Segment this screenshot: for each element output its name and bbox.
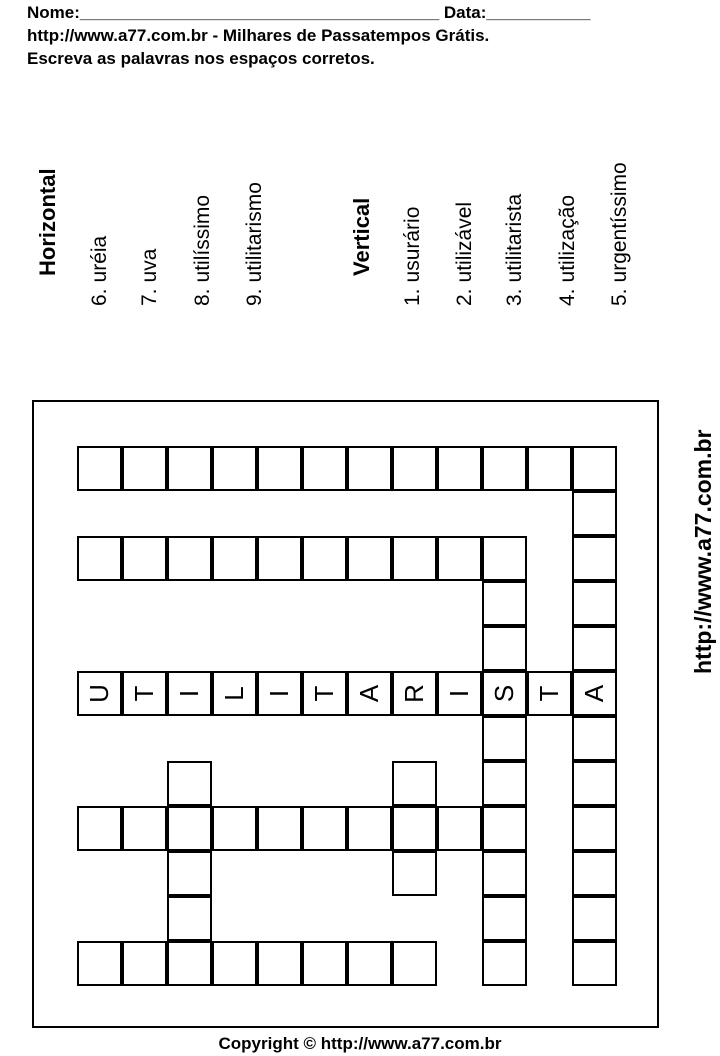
crossword-cell[interactable] <box>167 446 212 491</box>
crossword-cell[interactable] <box>572 626 617 671</box>
crossword-cell[interactable] <box>437 671 482 716</box>
clue-number: 9. <box>243 288 266 306</box>
cell-letter: T <box>309 685 339 702</box>
crossword-cell[interactable] <box>437 536 482 581</box>
crossword-cell[interactable] <box>302 536 347 581</box>
crossword-cell[interactable] <box>572 491 617 536</box>
cell-letter: T <box>129 685 159 702</box>
side-url: http://www.a77.com.br <box>690 429 716 674</box>
crossword-cell[interactable] <box>167 851 212 896</box>
crossword-cell[interactable] <box>572 536 617 581</box>
crossword-cell[interactable] <box>122 941 167 986</box>
crossword-cell[interactable] <box>482 941 527 986</box>
crossword-cell[interactable] <box>122 446 167 491</box>
crossword-cell[interactable] <box>302 671 347 716</box>
crossword-cell[interactable] <box>347 446 392 491</box>
crossword-cell[interactable] <box>77 941 122 986</box>
instruction-line: Escreva as palavras nos espaços corretos. <box>27 49 375 68</box>
clue-horizontal-6 <box>88 236 112 306</box>
cell-letter: I <box>264 689 294 698</box>
crossword-cell[interactable] <box>257 671 302 716</box>
crossword-cell[interactable] <box>482 761 527 806</box>
crossword-cell[interactable] <box>77 446 122 491</box>
name-date-line: Nome:______________________________________ Data:___________ <box>27 3 591 22</box>
cell-letter: L <box>219 686 249 701</box>
crossword-cell[interactable] <box>572 941 617 986</box>
crossword-cell[interactable] <box>572 716 617 761</box>
crossword-cell[interactable] <box>347 806 392 851</box>
crossword-cell[interactable] <box>212 536 257 581</box>
clue-number: 2. <box>453 288 476 306</box>
crossword-cell[interactable] <box>347 941 392 986</box>
crossword-cell[interactable] <box>167 896 212 941</box>
crossword-cell[interactable] <box>347 671 392 716</box>
crossword-cell[interactable] <box>77 536 122 581</box>
crossword-cell[interactable] <box>212 806 257 851</box>
crossword-cell[interactable] <box>482 536 527 581</box>
crossword-cell[interactable] <box>257 806 302 851</box>
clue-vertical-5 <box>608 162 632 306</box>
copyright-footer: Copyright © http://www.a77.com.br <box>218 1034 502 1053</box>
clue-word: uva <box>138 248 161 283</box>
crossword-cell[interactable] <box>167 806 212 851</box>
crossword-cell[interactable] <box>527 671 572 716</box>
crossword-cell[interactable] <box>167 536 212 581</box>
crossword-cell[interactable] <box>392 671 437 716</box>
crossword-cell[interactable] <box>77 806 122 851</box>
clue-word: usurário <box>401 206 424 283</box>
clue-word: uréia <box>88 235 111 283</box>
crossword-cell[interactable] <box>212 941 257 986</box>
crossword-cell[interactable] <box>437 806 482 851</box>
clue-number: 8. <box>191 288 214 306</box>
cell-letter: R <box>399 684 429 703</box>
clue-vertical-2 <box>453 202 477 306</box>
crossword-cell[interactable] <box>302 941 347 986</box>
crossword-cell[interactable] <box>527 446 572 491</box>
crossword-cell[interactable] <box>392 761 437 806</box>
crossword-cell[interactable] <box>482 671 527 716</box>
cell-letter: T <box>534 685 564 702</box>
clue-vertical-3 <box>503 194 527 306</box>
clue-word: utilizável <box>453 201 476 283</box>
crossword-cell[interactable] <box>392 536 437 581</box>
cell-letter: I <box>444 689 474 698</box>
cell-letter: I <box>174 689 204 698</box>
crossword-cell[interactable] <box>122 806 167 851</box>
crossword-cell[interactable] <box>257 446 302 491</box>
clue-vertical-1 <box>401 207 425 306</box>
crossword-cell[interactable] <box>572 761 617 806</box>
crossword-cell[interactable] <box>572 806 617 851</box>
vertical-title: Vertical <box>349 197 374 276</box>
horizontal-title: Horizontal <box>35 168 60 276</box>
clue-word: urgentíssimo <box>608 162 631 283</box>
crossword-cell[interactable] <box>257 941 302 986</box>
clue-horizontal-9 <box>243 182 267 306</box>
clue-word: utilização <box>556 194 579 283</box>
clue-horizontal-8 <box>191 195 215 306</box>
crossword-cell[interactable] <box>392 941 437 986</box>
clue-number: 3. <box>503 288 526 306</box>
clue-word: utilitarismo <box>243 182 266 283</box>
crossword-cell[interactable] <box>167 761 212 806</box>
crossword-cell[interactable] <box>572 581 617 626</box>
clue-number: 6. <box>88 288 111 306</box>
cell-letter: A <box>579 684 609 703</box>
clue-word: utilíssimo <box>191 194 214 283</box>
crossword-cell[interactable] <box>392 806 437 851</box>
clue-number: 4. <box>556 288 579 306</box>
crossword-cell[interactable] <box>392 851 437 896</box>
crossword-cell[interactable] <box>212 671 257 716</box>
crossword-cell[interactable] <box>482 896 527 941</box>
site-url-line: http://www.a77.com.br - Milhares de Passatempos Grátis. <box>27 26 490 45</box>
crossword-cell[interactable] <box>392 446 437 491</box>
crossword-cell[interactable] <box>482 581 527 626</box>
crossword-cell[interactable] <box>77 671 122 716</box>
clue-number: 1. <box>401 288 424 306</box>
clue-number: 7. <box>138 288 161 306</box>
clue-vertical-4 <box>556 195 580 306</box>
crossword-cell[interactable] <box>122 671 167 716</box>
cell-letter: U <box>84 684 114 703</box>
crossword-cell[interactable] <box>482 851 527 896</box>
crossword-cell[interactable] <box>572 446 617 491</box>
crossword-cell[interactable] <box>482 626 527 671</box>
crossword-cell[interactable] <box>302 446 347 491</box>
crossword-cell[interactable] <box>572 851 617 896</box>
crossword-cell[interactable] <box>257 536 302 581</box>
crossword-cell[interactable] <box>482 716 527 761</box>
crossword-cell[interactable] <box>572 896 617 941</box>
clue-number: 5. <box>608 288 631 306</box>
crossword-cell[interactable] <box>167 671 212 716</box>
crossword-cell[interactable] <box>302 806 347 851</box>
crossword-cell[interactable] <box>122 536 167 581</box>
crossword-cell[interactable] <box>437 446 482 491</box>
clue-word: utilitarista <box>503 193 526 283</box>
cell-letter: A <box>354 684 384 703</box>
crossword-cell[interactable] <box>482 446 527 491</box>
crossword-cell[interactable] <box>347 536 392 581</box>
crossword-cell[interactable] <box>167 941 212 986</box>
crossword-cell[interactable] <box>212 446 257 491</box>
crossword-cell[interactable] <box>572 671 617 716</box>
crossword-cell[interactable] <box>482 806 527 851</box>
clue-horizontal-7 <box>138 249 162 306</box>
cell-letter: S <box>489 684 519 703</box>
